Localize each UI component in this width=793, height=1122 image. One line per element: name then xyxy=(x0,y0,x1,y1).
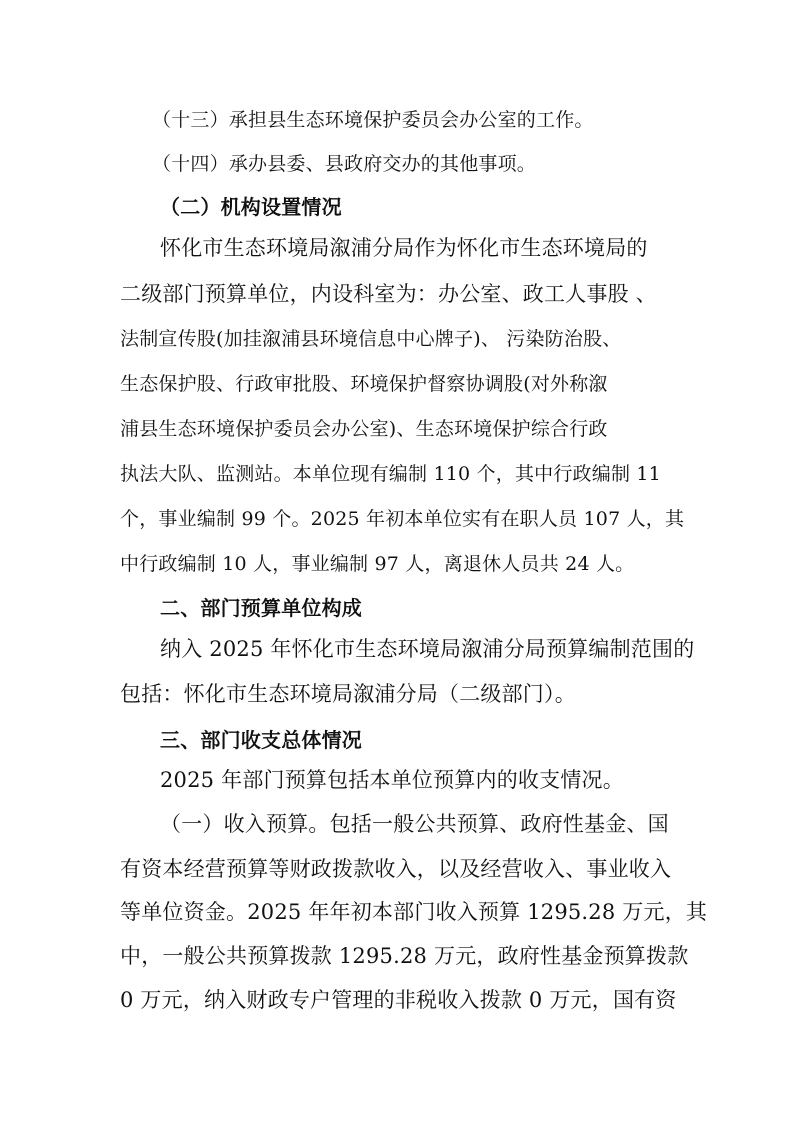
paragraph-line: 浦县生态环境保护委员会办公室)、生态环境保护综合行政 xyxy=(120,418,608,440)
paragraph-line: 纳入 2025 年怀化市生态环境局溆浦分局预算编制范围的 xyxy=(160,637,695,661)
paragraph-line: 0 万元，纳入财政专户管理的非税收入拨款 0 万元，国有资 xyxy=(120,988,677,1012)
paragraph-line: 怀化市生态环境局溆浦分局作为怀化市生态环境局的 xyxy=(160,236,648,260)
paragraph-line: 二级部门预算单位，内设科室为：办公室、政工人事股 、 xyxy=(120,282,657,306)
section-heading: （二）机构设置情况 xyxy=(160,195,342,219)
paragraph-line: （一）收入预算。包括一般公共预算、政府性基金、国 xyxy=(160,812,669,836)
section-heading: 三、部门收支总体情况 xyxy=(160,728,362,752)
paragraph-line: 法制宣传股(加挂溆浦县环境信息中心牌子)、 污染防治股、 xyxy=(120,328,622,350)
paragraph-line: 包括：怀化市生态环境局溆浦分局（二级部门）。 xyxy=(120,682,576,706)
paragraph-line: 2025 年部门预算包括本单位预算内的收支情况。 xyxy=(160,768,624,792)
paragraph-line: 等单位资金。2025 年年初本部门收入预算 1295.28 万元，其 xyxy=(120,900,708,924)
paragraph-line: （十三）承担县生态环境保护委员会办公室的工作。 xyxy=(152,109,594,131)
paragraph-line: 有资本经营预算等财政拨款收入，以及经营收入、事业收入 xyxy=(120,857,672,881)
paragraph-line: 生态保护股、行政审批股、环境保护督察协调股(对外称溆 xyxy=(120,373,608,395)
paragraph-line: 中，一般公共预算拨款 1295.28 万元，政府性基金预算拨款 xyxy=(120,944,689,968)
paragraph-line: 中行政编制 10 人，事业编制 97 人，离退休人员共 24 人。 xyxy=(120,553,635,575)
paragraph-line: （十四）承办县委、县政府交办的其他事项。 xyxy=(152,153,537,175)
paragraph-line: 个，事业编制 99 个。2025 年初本单位实有在职人员 107 人，其 xyxy=(120,508,685,530)
paragraph-line: 执法大队、监测站。本单位现有编制 110 个，其中行政编制 11 xyxy=(120,463,661,485)
section-heading: 二、部门预算单位构成 xyxy=(160,596,362,620)
